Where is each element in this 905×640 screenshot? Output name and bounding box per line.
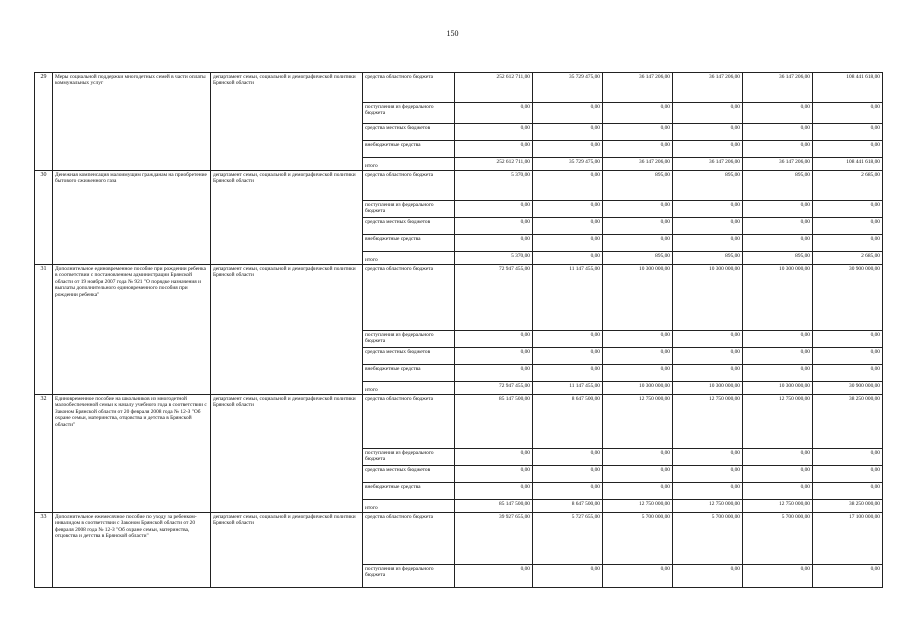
measure-name: Дополнительное единовременное пособие при рождении ребенка в соответствии с постановлением администрации Брянской области от 19 ноября 2007 года № 921 "О порядке назначения и выплаты дополнительного единовременного пособия при рождении ребенка" [53, 265, 211, 395]
amount-cell: 0,00 [533, 565, 603, 588]
funding-source: средства местных бюджетов [363, 124, 455, 141]
amount-cell: 0,00 [533, 331, 603, 348]
row-number: 33 [35, 513, 53, 588]
amount-cell: 5 370,00 [455, 252, 533, 265]
amount-cell: 0,00 [813, 483, 883, 500]
amount-cell: 10 300 000,00 [603, 265, 673, 331]
funding-source: средства областного бюджета [363, 395, 455, 449]
table-row [35, 171, 883, 201]
amount-cell: 895,00 [603, 252, 673, 265]
amount-cell: 5 700 000,00 [673, 513, 743, 565]
amount-cell: 0,00 [743, 235, 813, 252]
amount-cell: 0,00 [603, 565, 673, 588]
amount-cell: 0,00 [533, 466, 603, 483]
amount-cell: 0,00 [743, 365, 813, 382]
amount-cell: 0,00 [603, 449, 673, 466]
page-number: 150 [446, 29, 459, 38]
amount-cell: 0,00 [813, 218, 883, 235]
amount-cell: 0,00 [813, 466, 883, 483]
amount-cell: 12 750 000,00 [743, 500, 813, 513]
table-row [35, 73, 883, 103]
amount-cell: 0,00 [455, 483, 533, 500]
amount-cell: 108 441 618,00 [813, 73, 883, 103]
measure-name: Дополнительное ежемесячное пособие по уходу за ребенком-инвалидом в соответствии с Законом Брянской области от 20 февраля 2008 года № 12-З "Об охране семьи, материнства, отцовства и детства в Брянской области" [53, 513, 211, 588]
table-row [35, 265, 883, 331]
amount-cell: 0,00 [673, 235, 743, 252]
amount-cell: 0,00 [603, 348, 673, 365]
amount-cell: 0,00 [813, 201, 883, 218]
amount-cell: 0,00 [813, 365, 883, 382]
amount-cell: 0,00 [813, 141, 883, 158]
executor: департамент семьи, социальной и демографической политики Брянской области [211, 265, 363, 395]
amount-cell: 36 147 206,00 [673, 73, 743, 103]
amount-cell: 0,00 [533, 348, 603, 365]
amount-cell: 0,00 [813, 331, 883, 348]
amount-cell: 30 900 000,00 [813, 382, 883, 395]
funding-source: средства областного бюджета [363, 73, 455, 103]
amount-cell: 0,00 [743, 449, 813, 466]
amount-cell: 0,00 [673, 466, 743, 483]
amount-cell: 0,00 [743, 565, 813, 588]
amount-cell: 0,00 [603, 218, 673, 235]
amount-cell: 252 612 711,00 [455, 158, 533, 171]
amount-cell: 0,00 [813, 103, 883, 124]
funding-source: итого [363, 252, 455, 265]
amount-cell: 108 441 618,00 [813, 158, 883, 171]
funding-source: средства местных бюджетов [363, 348, 455, 365]
amount-cell: 0,00 [533, 235, 603, 252]
amount-cell: 0,00 [533, 483, 603, 500]
amount-cell: 895,00 [743, 171, 813, 201]
funding-source: средства местных бюджетов [363, 466, 455, 483]
amount-cell: 895,00 [673, 171, 743, 201]
row-number: 29 [35, 73, 53, 171]
funding-source: средства областного бюджета [363, 265, 455, 331]
funding-source: внебюджетные средства [363, 141, 455, 158]
funding-source: поступления из федерального бюджета [363, 103, 455, 124]
amount-cell: 0,00 [813, 235, 883, 252]
amount-cell: 0,00 [603, 201, 673, 218]
amount-cell: 36 147 206,00 [673, 158, 743, 171]
amount-cell: 0,00 [673, 348, 743, 365]
amount-cell: 10 300 000,00 [743, 382, 813, 395]
amount-cell: 5 727 655,00 [533, 513, 603, 565]
funding-source: внебюджетные средства [363, 235, 455, 252]
funding-source: средства областного бюджета [363, 513, 455, 565]
funding-source: итого [363, 500, 455, 513]
amount-cell: 0,00 [455, 565, 533, 588]
amount-cell: 0,00 [743, 483, 813, 500]
row-number: 30 [35, 171, 53, 265]
amount-cell: 0,00 [533, 124, 603, 141]
amount-cell: 0,00 [813, 449, 883, 466]
amount-cell: 72 947 455,00 [455, 382, 533, 395]
amount-cell: 0,00 [673, 141, 743, 158]
amount-cell: 12 750 000,00 [673, 500, 743, 513]
amount-cell: 0,00 [455, 103, 533, 124]
funding-source: поступления из федерального бюджета [363, 331, 455, 348]
amount-cell: 2 685,00 [813, 252, 883, 265]
amount-cell: 0,00 [743, 141, 813, 158]
amount-cell: 0,00 [813, 565, 883, 588]
amount-cell: 0,00 [603, 141, 673, 158]
executor: департамент семьи, социальной и демографической политики Брянской области [211, 395, 363, 513]
amount-cell: 0,00 [455, 201, 533, 218]
amount-cell: 0,00 [603, 483, 673, 500]
funding-source: поступления из федерального бюджета [363, 449, 455, 466]
amount-cell: 36 147 206,00 [743, 73, 813, 103]
amount-cell: 0,00 [673, 124, 743, 141]
amount-cell: 0,00 [743, 103, 813, 124]
funding-source: внебюджетные средства [363, 365, 455, 382]
amount-cell: 0,00 [673, 218, 743, 235]
amount-cell: 0,00 [455, 449, 533, 466]
amount-cell: 0,00 [813, 348, 883, 365]
amount-cell: 0,00 [673, 331, 743, 348]
amount-cell: 10 300 000,00 [673, 265, 743, 331]
amount-cell: 0,00 [813, 124, 883, 141]
amount-cell: 0,00 [533, 171, 603, 201]
amount-cell: 11 147 455,00 [533, 382, 603, 395]
amount-cell: 0,00 [455, 141, 533, 158]
table-row [35, 395, 883, 449]
amount-cell: 8 647 500,00 [533, 395, 603, 449]
amount-cell: 0,00 [673, 103, 743, 124]
amount-cell: 0,00 [533, 141, 603, 158]
amount-cell: 0,00 [673, 365, 743, 382]
amount-cell: 0,00 [603, 365, 673, 382]
amount-cell: 0,00 [603, 331, 673, 348]
amount-cell: 10 300 000,00 [603, 382, 673, 395]
amount-cell: 252 612 711,00 [455, 73, 533, 103]
funding-source: итого [363, 158, 455, 171]
amount-cell: 36 147 206,00 [603, 158, 673, 171]
measure-name: Денежная компенсация малоимущим гражданам на приобретение бытового сжиженного газа [53, 171, 211, 265]
amount-cell: 5 700 000,00 [603, 513, 673, 565]
amount-cell: 0,00 [533, 449, 603, 466]
amount-cell: 38 250 000,00 [813, 395, 883, 449]
amount-cell: 5 370,00 [455, 171, 533, 201]
amount-cell: 36 147 206,00 [603, 73, 673, 103]
amount-cell: 17 100 000,00 [813, 513, 883, 565]
amount-cell: 12 750 000,00 [603, 395, 673, 449]
table-row [35, 513, 883, 565]
amount-cell: 30 900 000,00 [813, 265, 883, 331]
amount-cell: 10 300 000,00 [743, 265, 813, 331]
funding-source: средства местных бюджетов [363, 218, 455, 235]
amount-cell: 0,00 [673, 201, 743, 218]
amount-cell: 0,00 [743, 201, 813, 218]
funding-source: итого [363, 382, 455, 395]
amount-cell: 12 750 000,00 [743, 395, 813, 449]
executor: департамент семьи, социальной и демографической политики Брянской области [211, 171, 363, 265]
funding-source: внебюджетные средства [363, 483, 455, 500]
amount-cell: 0,00 [533, 252, 603, 265]
funding-source: поступления из федерального бюджета [363, 201, 455, 218]
measure-name: Меры социальной поддержки многодетных семей в части оплаты коммунальных услуг [53, 73, 211, 171]
amount-cell: 72 947 455,00 [455, 265, 533, 331]
amount-cell: 11 147 455,00 [533, 265, 603, 331]
amount-cell: 895,00 [603, 171, 673, 201]
amount-cell: 0,00 [603, 103, 673, 124]
amount-cell: 36 147 206,00 [743, 158, 813, 171]
amount-cell: 85 147 500,00 [455, 395, 533, 449]
amount-cell: 0,00 [455, 348, 533, 365]
executor: департамент семьи, социальной и демографической политики Брянской области [211, 73, 363, 171]
amount-cell: 0,00 [743, 348, 813, 365]
amount-cell: 0,00 [455, 235, 533, 252]
amount-cell: 895,00 [673, 252, 743, 265]
amount-cell: 0,00 [603, 235, 673, 252]
amount-cell: 0,00 [743, 124, 813, 141]
amount-cell: 0,00 [533, 365, 603, 382]
amount-cell: 0,00 [743, 331, 813, 348]
amount-cell: 5 700 000,00 [743, 513, 813, 565]
amount-cell: 0,00 [455, 466, 533, 483]
amount-cell: 2 685,00 [813, 171, 883, 201]
amount-cell: 39 927 655,00 [455, 513, 533, 565]
amount-cell: 85 147 500,00 [455, 500, 533, 513]
row-number: 32 [35, 395, 53, 513]
amount-cell: 0,00 [673, 565, 743, 588]
amount-cell: 35 729 475,00 [533, 73, 603, 103]
amount-cell: 0,00 [533, 103, 603, 124]
amount-cell: 0,00 [455, 365, 533, 382]
amount-cell: 0,00 [533, 201, 603, 218]
amount-cell: 895,00 [743, 252, 813, 265]
funding-source: поступления из федерального бюджета [363, 565, 455, 588]
amount-cell: 10 300 000,00 [673, 382, 743, 395]
amount-cell: 0,00 [533, 218, 603, 235]
amount-cell: 0,00 [455, 331, 533, 348]
amount-cell: 8 647 500,00 [533, 500, 603, 513]
amount-cell: 0,00 [603, 466, 673, 483]
amount-cell: 0,00 [455, 218, 533, 235]
budget-table [34, 72, 883, 588]
amount-cell: 35 729 475,00 [533, 158, 603, 171]
amount-cell: 12 750 000,00 [603, 500, 673, 513]
amount-cell: 0,00 [743, 466, 813, 483]
amount-cell: 0,00 [673, 483, 743, 500]
amount-cell: 12 750 000,00 [673, 395, 743, 449]
funding-source: средства областного бюджета [363, 171, 455, 201]
row-number: 31 [35, 265, 53, 395]
amount-cell: 0,00 [455, 124, 533, 141]
amount-cell: 0,00 [743, 218, 813, 235]
amount-cell: 0,00 [603, 124, 673, 141]
amount-cell: 38 250 000,00 [813, 500, 883, 513]
executor: департамент семьи, социальной и демографической политики Брянской области [211, 513, 363, 588]
measure-name: Единовременное пособие на школьников из многодетной малообеспеченной семьи к началу учебного года в соответствии с Законом Брянской области от 20 февраля 2008 года № 12-З "Об охране семьи, материнства, отцовства и детства в Брянской области" [53, 395, 211, 513]
amount-cell: 0,00 [673, 449, 743, 466]
